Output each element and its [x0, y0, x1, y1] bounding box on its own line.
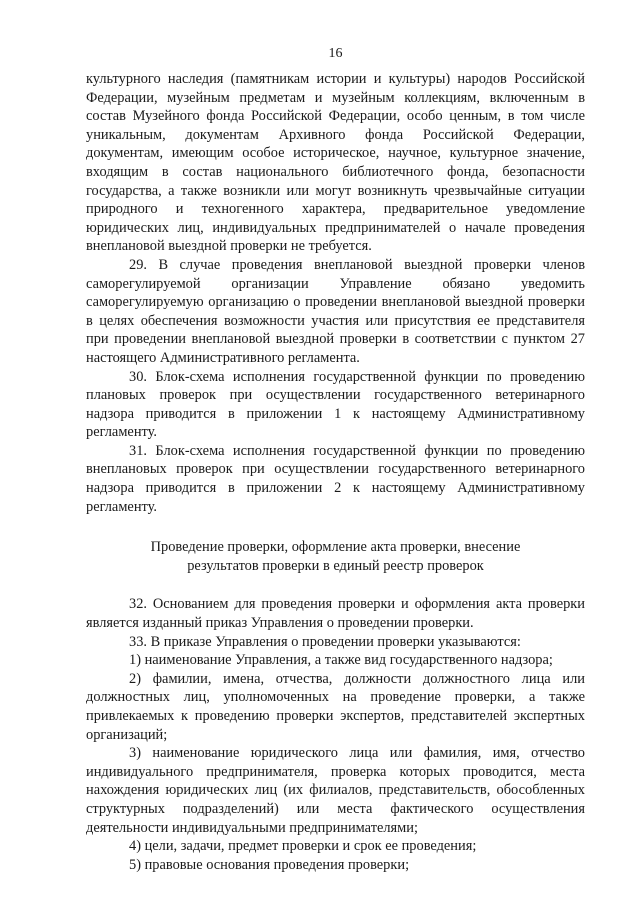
list-item-3: 3) наименование юридического лица или фамилия, имя, отчество индивидуального предпринимателя, проверка которых проводится, места нахождения юридических лиц (их филиалов, представительств, обособленных структурных подразделений) или места фактического осуществления деятельности индивидуальными предпринимателями;: [86, 745, 585, 836]
list-item-5: 5) правовые основания проведения проверки;: [129, 856, 410, 873]
page-number: 16: [328, 46, 343, 61]
document-body: [86, 70, 585, 874]
paragraph-30: 30. Блок-схема исполнения государственной функции по проведению плановых проверок при осуществлении государственного ветеринарного надзора приводится в приложении 1 к настоящему Административному регламенту.: [86, 368, 585, 441]
paragraph-33: 33. В приказе Управления о проведении проверки указываются:: [129, 633, 521, 650]
section-heading-line-2: результатов проверки в единый реестр проверок: [187, 557, 484, 574]
list-item-2: 2) фамилии, имена, отчества, должности должностного лица или должностных лиц, уполномоченных на проведение проверки, а также привлекаемых к проведению проверки экспертов, представителей экспертных организаций;: [86, 670, 585, 743]
paragraph-31: 31. Блок-схема исполнения государственной функции по проведению внеплановых проверок при осуществлении государственного ветеринарного надзора приводится в приложении 2 к настоящему Административному регламенту.: [86, 442, 585, 515]
section-heading-line-1: Проведение проверки, оформление акта проверки, внесение: [150, 539, 521, 556]
list-item-4: 4) цели, задачи, предмет проверки и срок ее проведения;: [129, 838, 477, 855]
paragraph-continuation: культурного наследия (памятникам истории и культуры) народов Российской Федерации, музейным предметам и музейным коллекциям, включенным в состав Музейного фонда Российской Федерации, особо ценным, в том числе уникальным, документам Архивного фонда Российской Федерации, документам, имеющим особое историческое, научное, культурное значение, входящим в состав национального библиотечного фонда, безопасности государства, а также возникли или могут возникнуть чрезвычайные ситуации природного и техногенного характера, предварительное уведомление юридических лиц, индивидуальных предпринимателей о начале проведения внеплановой выездной проверки не требуется.: [86, 71, 585, 255]
section-heading: [86, 538, 585, 575]
list-item-1: 1) наименование Управления, а также вид государственного надзора;: [129, 652, 553, 669]
paragraph-29: 29. В случае проведения внеплановой выездной проверки членов саморегулируемой организации Управление обязано уведомить саморегулируемую организацию о проведении внеплановой выездной проверки в целях обеспечения возможности участия или присутствия ее представителя при проведении внеплановой выездной проверки в соответствии с пунктом 27 настоящего Административного регламента.: [86, 256, 585, 366]
paragraph-32: 32. Основанием для проведения проверки и оформления акта проверки является изданный приказ Управления о проведении проверки.: [86, 596, 585, 632]
